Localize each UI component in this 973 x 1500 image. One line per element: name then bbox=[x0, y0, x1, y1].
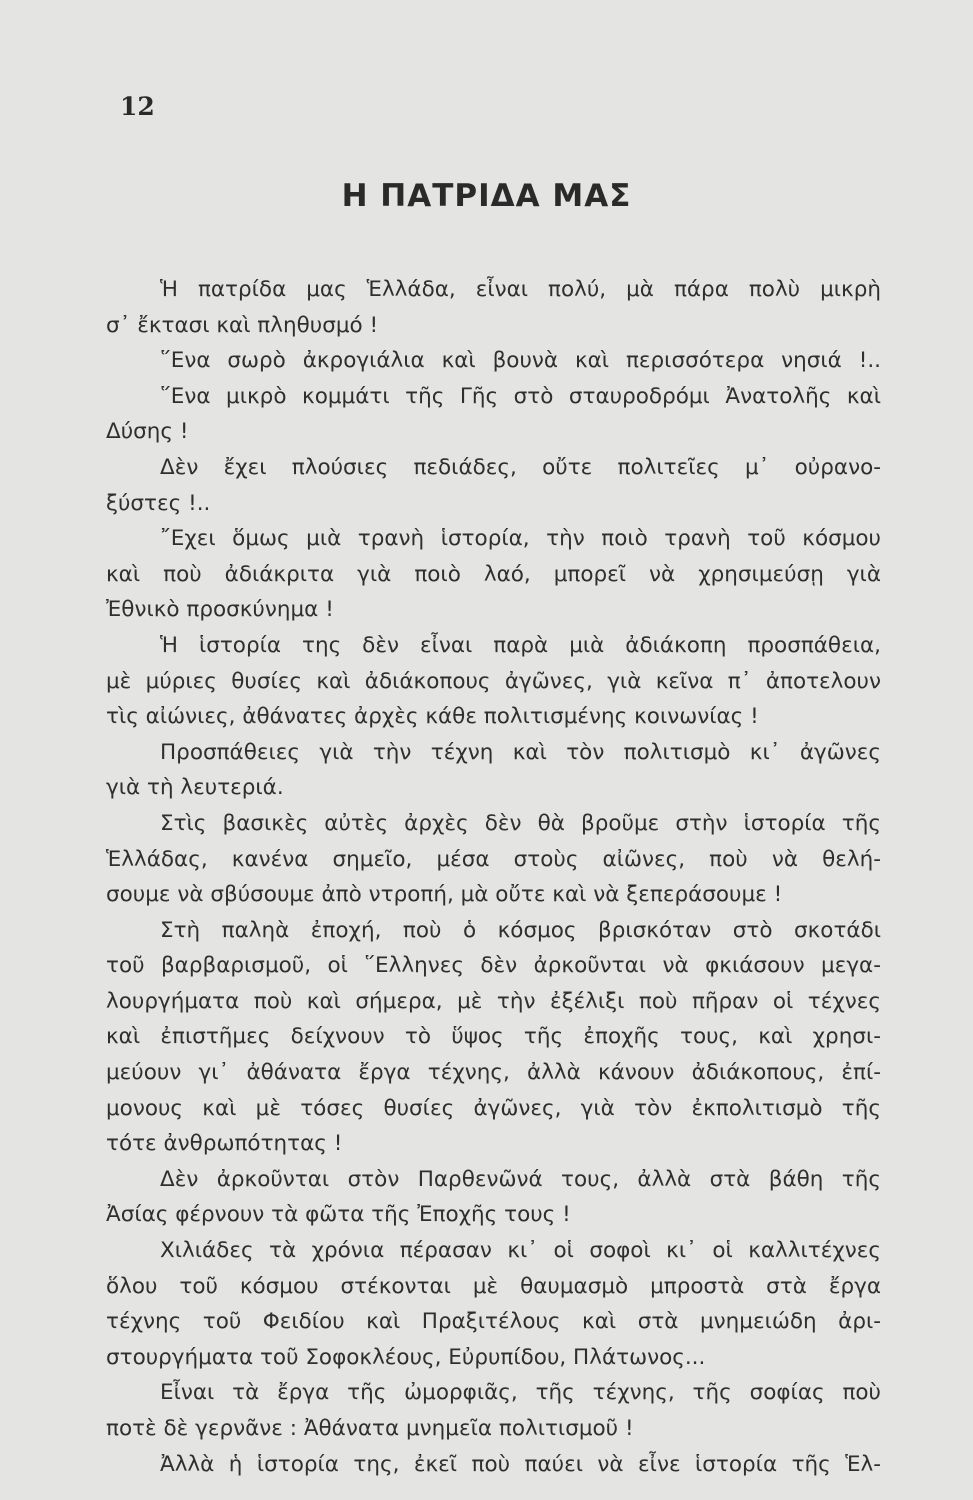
text-line: καὶ ἐπιστῆμες δείχνουν τὸ ὕψος τῆς ἐποχῆς τους, καὶ χρησι- bbox=[106, 1024, 881, 1050]
text-line: Χιλιάδες τὰ χρόνια πέρασαν κι᾽ οἱ σοφοὶ κι᾽ οἱ καλλιτέχνες bbox=[160, 1238, 881, 1264]
text-line: τέχνης τοῦ Φειδίου καὶ Πραξιτέλους καὶ στὰ μνημειώδη ἀρι- bbox=[106, 1309, 881, 1335]
text-line: μεύουν γι᾽ ἀθάνατα ἔργα τέχνης, ἀλλὰ κάνουν ἀδιάκοπους, ἐπί- bbox=[106, 1060, 881, 1086]
text-line: σουμε νὰ σβύσουμε ἀπὸ ντροπή, μὰ οὔτε καὶ νὰ ξεπεράσουμε ! bbox=[106, 882, 783, 908]
text-line: τὶς αἰώνιες, ἀθάνατες ἀρχὲς κάθε πολιτισμένης κοινωνίας ! bbox=[106, 704, 759, 730]
text-line: ῞Ενα μικρὸ κομμάτι τῆς Γῆς στὸ σταυροδρόμι Ἀνατολῆς καὶ bbox=[160, 383, 881, 409]
text-line: Ἡ πατρίδα μας Ἑλλάδα, εἶναι πολύ, μὰ πάρα πολὺ μικρὴ bbox=[160, 277, 881, 302]
text-line: Στὴ παληὰ ἐποχή, ποὺ ὁ κόσμος βρισκόταν στὸ σκοτάδι bbox=[160, 917, 881, 943]
text-line: Ἀλλὰ ἡ ἱστορία της, ἐκεῖ ποὺ παύει νὰ εἶνε ἱστορία τῆς Ἑλ- bbox=[160, 1451, 881, 1477]
text-line: λουργήματα ποὺ καὶ σήμερα, μὲ τὴν ἐξέλιξι ποὺ πῆραν οἱ τέχνες bbox=[106, 988, 881, 1014]
text-line: σ᾽ ἔκτασι καὶ πληθυσμό ! bbox=[106, 312, 379, 338]
text-line: Ἀσίας φέρνουν τὰ φῶτα τῆς Ἐποχῆς τους ! bbox=[106, 1202, 571, 1228]
text-line: Δὲν ἀρκοῦνται στὸν Παρθενῶνά τους, ἀλλὰ στὰ βάθη τῆς bbox=[160, 1166, 881, 1192]
text-line: ῎Εχει ὅμως μιὰ τρανὴ ἱστορία, τὴν ποιὸ τρανὴ τοῦ κόσμου bbox=[160, 526, 881, 552]
text-line: μὲ μύριες θυσίες καὶ ἀδιάκοπους ἀγῶνες, γιὰ κεῖνα π᾽ ἀποτελουν bbox=[106, 668, 881, 694]
text-line: καὶ ποὺ ἀδιάκριτα γιὰ ποιὸ λαό, μπορεῖ νὰ χρησιμεύσῃ γιὰ bbox=[106, 561, 881, 587]
text-line: Εἶναι τὰ ἔργα τῆς ὠμορφιᾶς, τῆς τέχνης, τῆς σοφίας ποὺ bbox=[160, 1380, 881, 1406]
text-line: ὅλου τοῦ κόσμου στέκονται μὲ θαυμασμὸ μπροστὰ στὰ ἔργα bbox=[106, 1273, 881, 1299]
text-line: Ἑλλάδας, κανένα σημεῖο, μέσα στοὺς αἰῶνες, ποὺ νὰ θελή- bbox=[106, 846, 881, 872]
chapter-title: Η ΠΑΤΡΙΔΑ ΜΑΣ bbox=[341, 178, 632, 214]
text-line: Προσπάθειες γιὰ τὴν τέχνη καὶ τὸν πολιτισμὸ κι᾽ ἀγῶνες bbox=[160, 739, 881, 765]
text-line: γιὰ τὴ λευτεριά. bbox=[106, 775, 284, 801]
text-line: Ἡ ἱστορία της δὲν εἶναι παρὰ μιὰ ἀδιάκοπη προσπάθεια, bbox=[160, 632, 881, 658]
text-line: στουργήματα τοῦ Σοφοκλέους, Εὐρυπίδου, Πλάτωνος... bbox=[106, 1344, 706, 1370]
text-line: Ἐθνικὸ προσκύνημα ! bbox=[106, 597, 334, 623]
text-line: ποτὲ δὲ γερνᾶνε : Ἀθάνατα μνημεῖα πολιτισμοῦ ! bbox=[106, 1416, 634, 1441]
text-line: Δύσης ! bbox=[106, 419, 189, 445]
text-line: Στὶς βασικὲς αὐτὲς ἀρχὲς δὲν θὰ βροῦμε στὴν ἱστορία τῆς bbox=[160, 810, 881, 836]
text-line: ξύστες !.. bbox=[106, 490, 211, 516]
text-line: τοῦ βαρβαρισμοῦ, οἱ ῞Ελληνες δὲν ἀρκοῦνται νὰ φκιάσουν μεγα- bbox=[106, 953, 881, 979]
page-number: 12 bbox=[120, 92, 155, 121]
text-line: ῞Ενα σωρὸ ἀκρογιάλια καὶ βουνὰ καὶ περισσότερα νησιά !.. bbox=[160, 348, 881, 374]
body-text bbox=[106, 272, 881, 1482]
text-line: μονους καὶ μὲ τόσες θυσίες ἀγῶνες, γιὰ τὸν ἐκπολιτισμὸ τῆς bbox=[106, 1095, 881, 1121]
text-line: Δὲν ἔχει πλούσιες πεδιάδες, οὔτε πολιτεῖες μ᾽ οὐρανο- bbox=[160, 454, 881, 480]
text-line: τότε ἀνθρωπότητας ! bbox=[106, 1131, 343, 1157]
